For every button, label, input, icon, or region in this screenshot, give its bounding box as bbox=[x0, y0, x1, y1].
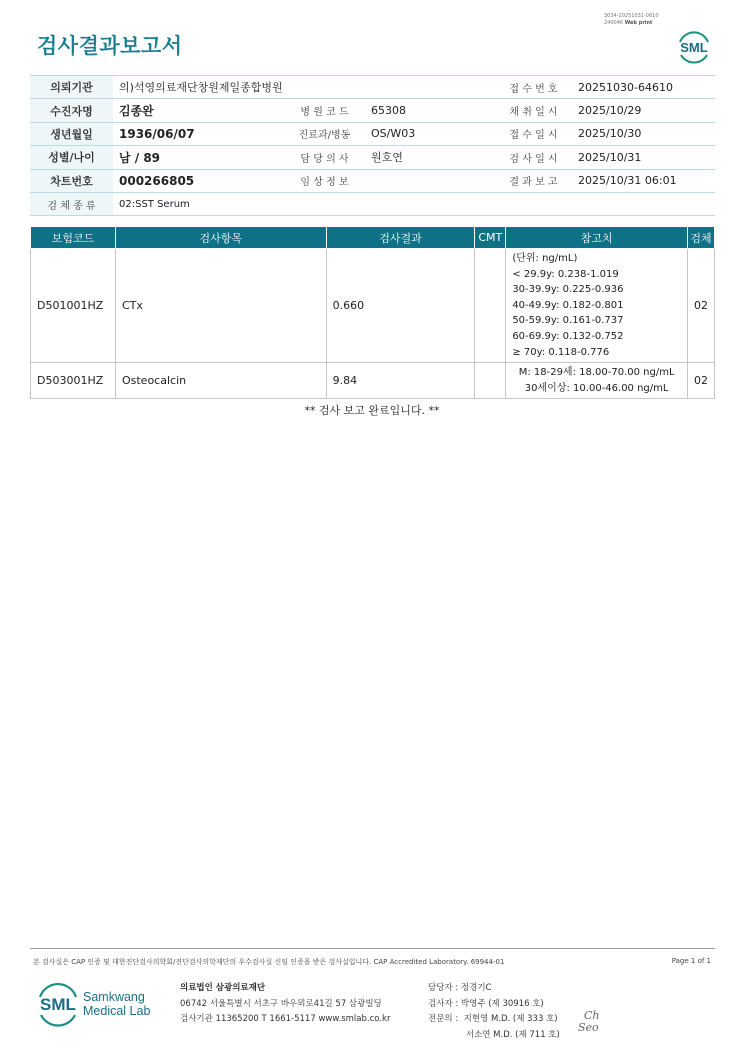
dept-value: OS/W03 bbox=[365, 122, 495, 145]
ref-line: (단위: ng/mL) bbox=[512, 253, 578, 264]
row-cmt bbox=[475, 363, 506, 399]
header-code: 보험코드 bbox=[31, 227, 116, 249]
staff-line: 담당자 : 정경기C bbox=[428, 983, 492, 993]
row-cmt bbox=[475, 249, 506, 363]
doctor-value: 원호연 bbox=[365, 146, 495, 169]
clinical-value bbox=[365, 169, 495, 192]
logo-line1: Samkwang bbox=[83, 990, 145, 1004]
footer-divider bbox=[30, 948, 715, 949]
page-title: 검사결과보고서 bbox=[37, 34, 183, 58]
collect-date-value: 2025/10/29 bbox=[572, 99, 715, 122]
ref-line: 50-59.9y: 0.161-0.737 bbox=[512, 315, 624, 327]
org-name: 의료법인 삼광의료재단 bbox=[180, 983, 266, 993]
report-complete-text: ** 검사 보고 완료입니다. ** bbox=[304, 404, 440, 417]
ref-line: 30세이상: 10.00-46.00 ng/mL bbox=[524, 382, 669, 394]
print-id-prefix: 240046 bbox=[604, 20, 624, 26]
table-row bbox=[31, 363, 715, 399]
row-item: Osteocalcin bbox=[115, 363, 326, 399]
report-date-label: 결 과 보 고 bbox=[495, 169, 572, 192]
row-code: D501001HZ bbox=[31, 249, 116, 363]
signature-text: Seo bbox=[578, 1021, 599, 1034]
ref-line: < 29.9y: 0.238-1.019 bbox=[512, 268, 619, 280]
doctor-label: 담 당 의 사 bbox=[284, 146, 365, 169]
header-cmt: CMT bbox=[475, 227, 506, 249]
exam-date-value: 2025/10/31 bbox=[572, 146, 715, 169]
row-specimen: 02 bbox=[687, 249, 714, 363]
receipt-no-value: 20251030-64610 bbox=[572, 76, 715, 99]
results-table bbox=[30, 226, 715, 399]
clinical-label: 임 상 정 보 bbox=[284, 169, 365, 192]
staff-line: 서소연 M.D. (제 711 호) bbox=[428, 1029, 560, 1040]
row-result: 0.660 bbox=[326, 249, 475, 363]
hospital-code-value: 65308 bbox=[365, 99, 495, 122]
ref-line: 60-69.9y: 0.132-0.752 bbox=[512, 330, 624, 342]
patient-info-table bbox=[30, 75, 715, 216]
staff-line: 전문의 : 지현영 M.D. (제 333 호) bbox=[428, 1014, 558, 1024]
collect-date-label: 채 취 일 시 bbox=[495, 99, 572, 122]
staff-info bbox=[428, 981, 560, 1043]
receipt-date-value: 2025/10/30 bbox=[572, 122, 715, 145]
table-row bbox=[31, 249, 715, 363]
row-result: 9.84 bbox=[326, 363, 475, 399]
print-id-suffix: Web print bbox=[624, 20, 653, 26]
header-item: 검사항목 bbox=[115, 227, 326, 249]
receipt-date-label: 접 수 일 시 bbox=[495, 122, 572, 145]
row-item: CTx bbox=[115, 249, 326, 363]
header-result: 검사결과 bbox=[326, 227, 475, 249]
specimen-label: 검 체 종 류 bbox=[30, 192, 113, 215]
samkwang-logo bbox=[37, 983, 167, 1027]
specimen-value: 02:SST Serum bbox=[113, 192, 715, 215]
certification-text: 본 검사실은 CAP 인증 및 대한진단검사의학회/진단검사의학재단의 우수검사실 신임 인증을 받은 검사실입니다. CAP Accredited Laboratory. 69944-01 bbox=[33, 958, 505, 966]
row-reference bbox=[506, 249, 688, 363]
org-address: 06742 서울특별시 서초구 바우뫼로41길 57 삼광빌딩 bbox=[180, 998, 382, 1009]
organization-info bbox=[180, 981, 390, 1028]
requester-label: 의뢰기관 bbox=[30, 76, 113, 99]
row-code: D503001HZ bbox=[31, 363, 116, 399]
header-reference: 참고치 bbox=[506, 227, 688, 249]
birth-label: 생년월일 bbox=[30, 122, 113, 145]
logo-text: SML bbox=[680, 40, 708, 55]
dept-label: 진료과/병동 bbox=[284, 122, 365, 145]
patient-value: 김종완 bbox=[113, 99, 284, 122]
signature: Ch Seo bbox=[578, 1009, 600, 1034]
sex-age-value: 남 / 89 bbox=[113, 146, 284, 169]
logo-line2: Medical Lab bbox=[83, 1004, 151, 1018]
row-specimen: 02 bbox=[687, 363, 714, 399]
report-date-value: 2025/10/31 06:01 bbox=[572, 169, 715, 192]
results-header-row bbox=[31, 227, 715, 249]
chart-value: 000266805 bbox=[113, 169, 284, 192]
sml-logo bbox=[676, 28, 712, 64]
print-id-line1: 3034-20251031-0610 bbox=[604, 13, 659, 19]
staff-line: 검사자 : 박영주 (제 30916 호) bbox=[428, 998, 544, 1009]
header-specimen: 검체 bbox=[687, 227, 714, 249]
ref-line: 30-39.9y: 0.225-0.936 bbox=[512, 284, 624, 296]
receipt-no-label: 접 수 번 호 bbox=[495, 76, 572, 99]
logo-mark-text: SML bbox=[40, 995, 76, 1014]
exam-date-label: 검 사 일 시 bbox=[495, 146, 572, 169]
ref-line: 40-49.9y: 0.182-0.801 bbox=[512, 299, 624, 311]
requester-value: 의)석영의료재단창원제일종합병원 bbox=[113, 76, 495, 99]
chart-label: 차트번호 bbox=[30, 169, 113, 192]
birth-value: 1936/06/07 bbox=[113, 122, 284, 145]
org-contact: 검사기관 11365200 T 1661-5117 www.smlab.co.kr bbox=[180, 1014, 391, 1024]
patient-label: 수진자명 bbox=[30, 99, 113, 122]
hospital-code-label: 병 원 코 드 bbox=[284, 99, 365, 122]
ref-line: ≥ 70y: 0.118-0.776 bbox=[512, 346, 610, 358]
page-number: Page 1 of 1 bbox=[671, 957, 711, 965]
sex-age-label: 성별/나이 bbox=[30, 146, 113, 169]
ref-line: M: 18-29세: 18.00-70.00 ng/mL bbox=[518, 367, 675, 379]
row-reference bbox=[506, 363, 688, 399]
print-id bbox=[604, 13, 659, 27]
